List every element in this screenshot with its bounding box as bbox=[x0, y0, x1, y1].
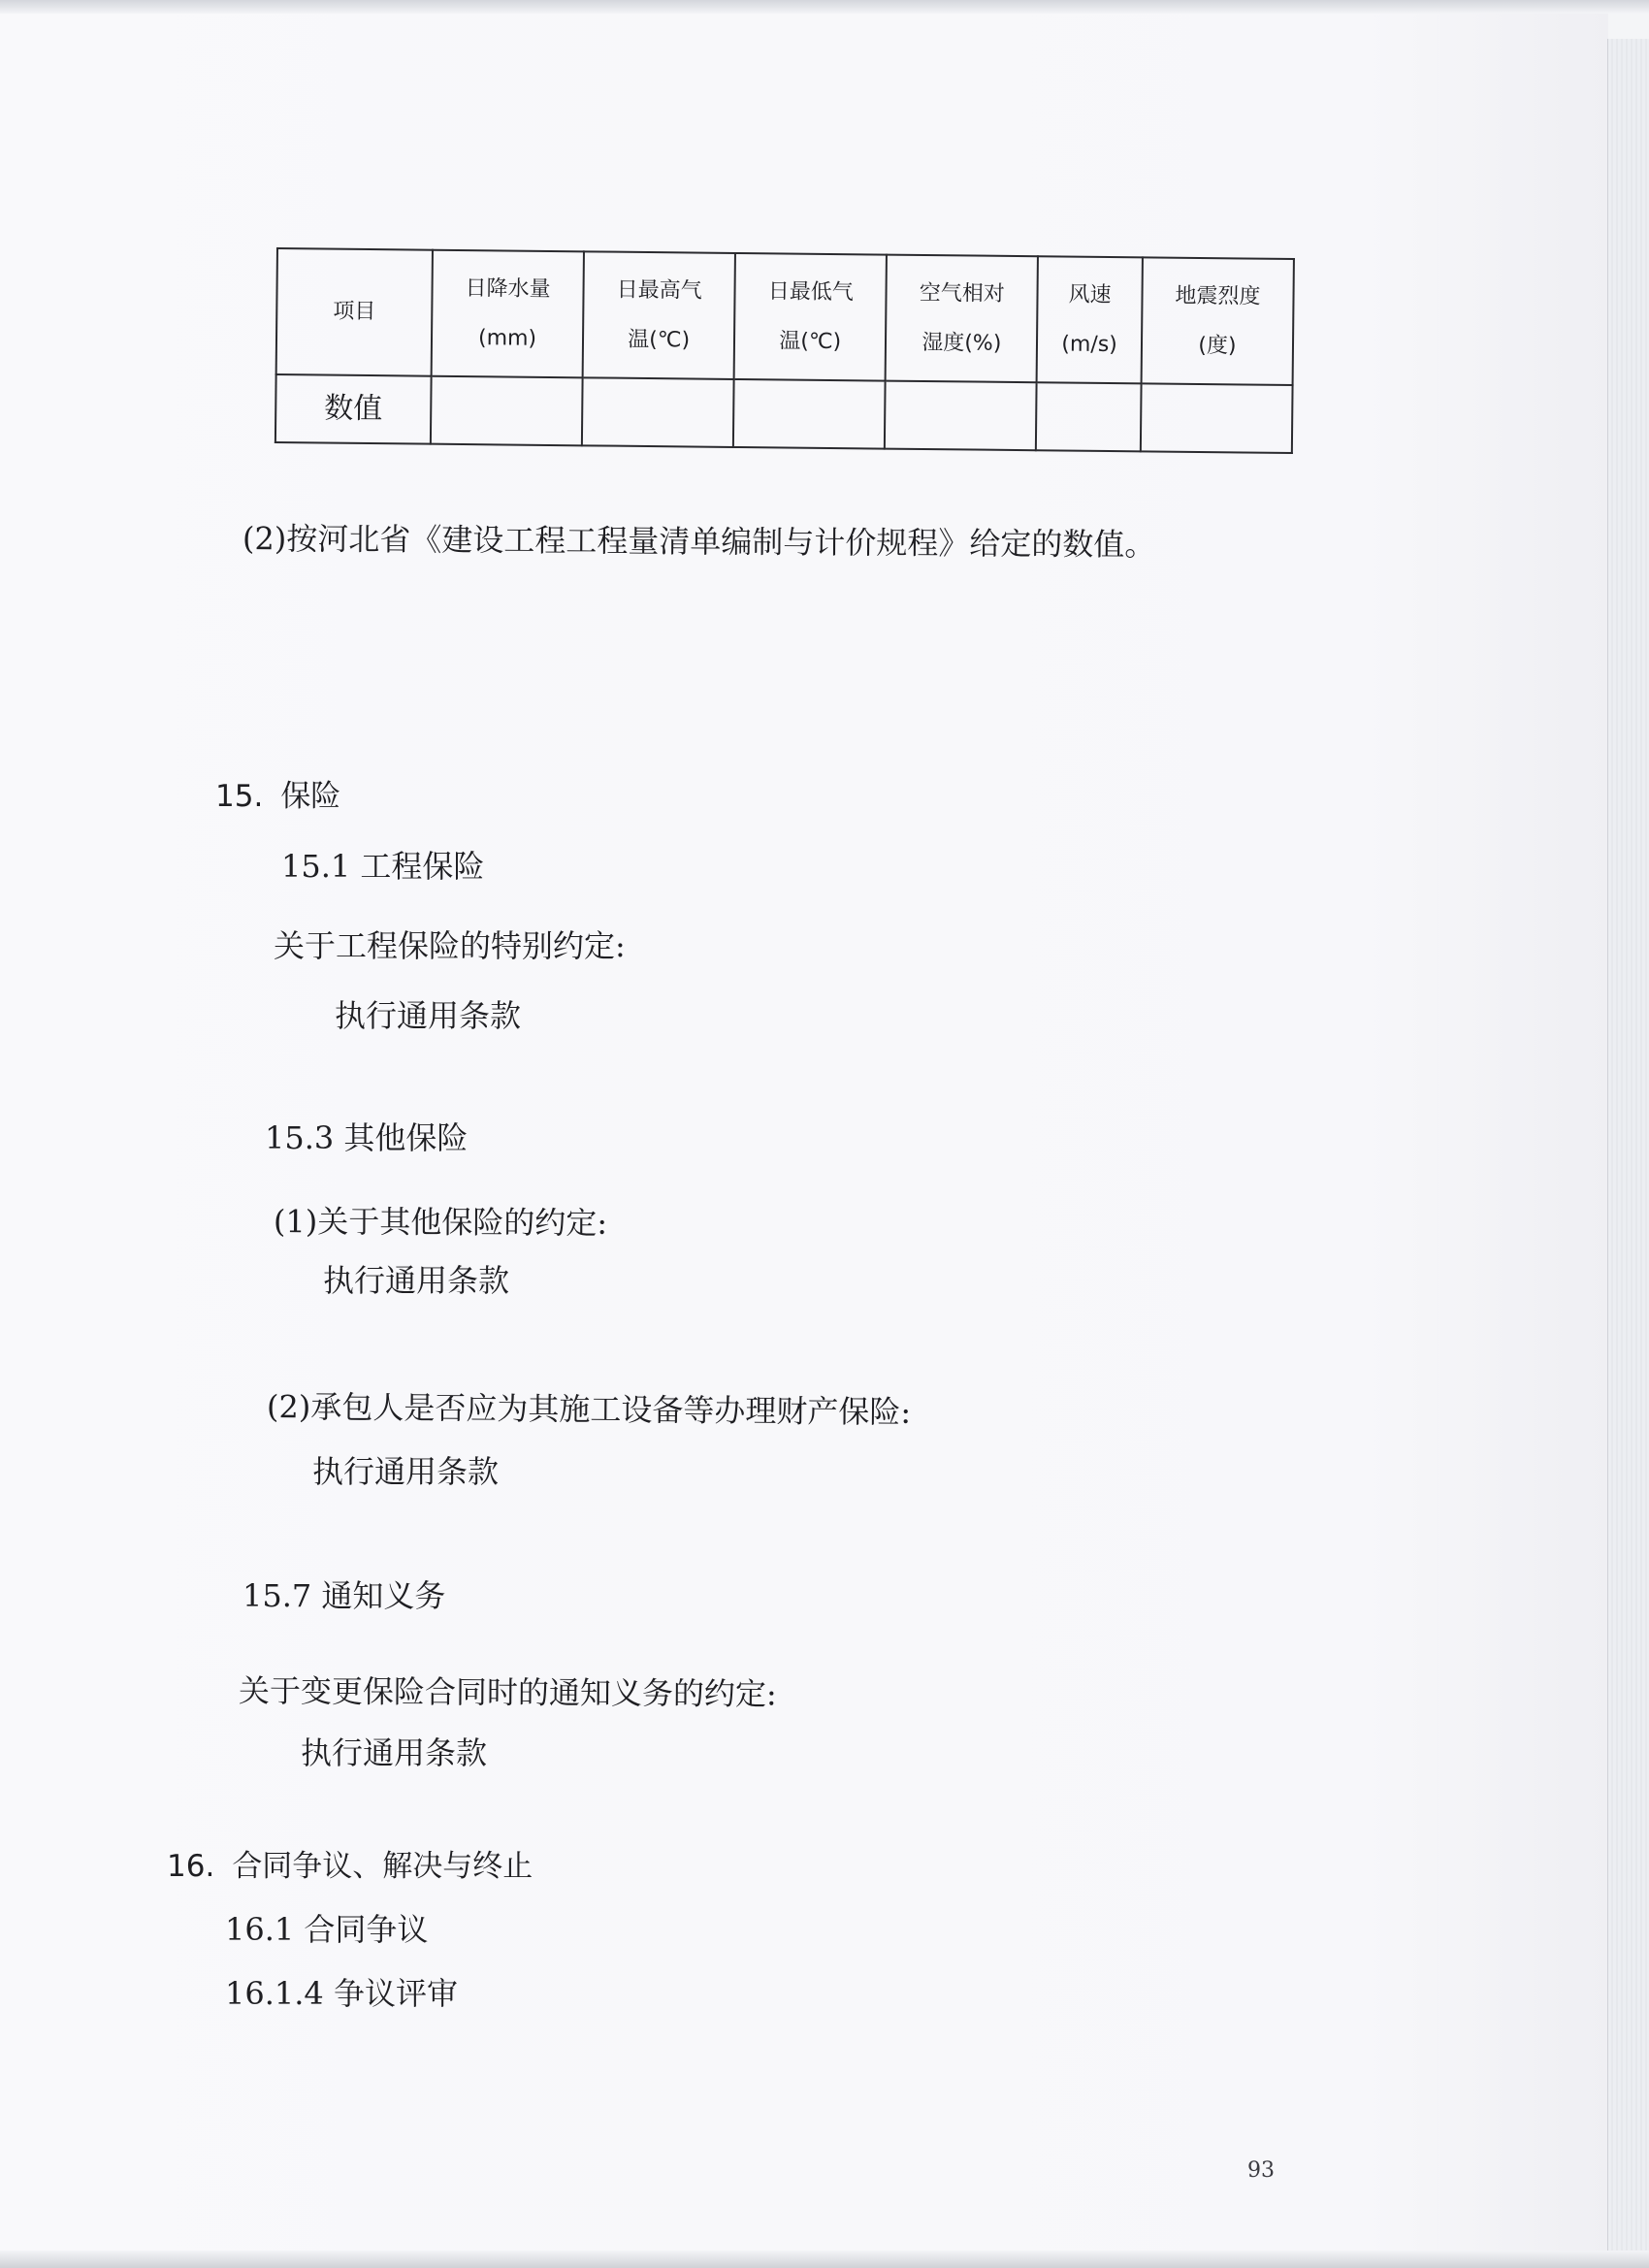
column-unit: (mm) bbox=[477, 326, 537, 351]
column-title: 地震烈度 bbox=[1175, 283, 1261, 309]
table-value-cell bbox=[1141, 383, 1293, 453]
table-header-cell bbox=[734, 253, 887, 381]
table-header-row bbox=[276, 248, 1294, 385]
subsection-15-1-heading: 15.1 工程保险 bbox=[281, 848, 485, 885]
stacked-page-edges bbox=[1607, 39, 1649, 2268]
table-value-cell bbox=[885, 381, 1037, 451]
column-unit: 温(℃) bbox=[779, 329, 842, 355]
section-title: 保险 bbox=[280, 779, 341, 814]
subsection-15-7-heading: 15.7 通知义务 bbox=[242, 1577, 446, 1614]
table-header-cell bbox=[1141, 257, 1294, 385]
scan-top-edge bbox=[0, 0, 1649, 14]
table-value-cell bbox=[582, 377, 734, 447]
column-unit: 湿度(%) bbox=[922, 330, 1002, 356]
column-unit: (m/s) bbox=[1061, 332, 1117, 358]
column-title: 日最高气 bbox=[616, 277, 702, 304]
equipment-insurance-question: (2)承包人是否应为其施工设备等办理财产保险: bbox=[266, 1388, 912, 1431]
standard-values-paragraph: (2)按河北省《建设工程工程量清单编制与计价规程》给定的数值。 bbox=[242, 520, 1156, 564]
other-insurance-answer: 执行通用条款 bbox=[323, 1262, 510, 1299]
column-title: 风速 bbox=[1068, 282, 1112, 308]
section-number: 15. bbox=[215, 779, 264, 814]
table-value-cell bbox=[431, 376, 583, 446]
column-title: 日最低气 bbox=[767, 279, 854, 306]
column-title: 日降水量 bbox=[465, 275, 551, 302]
table-header-cell bbox=[432, 250, 584, 378]
table-header-cell bbox=[583, 251, 735, 379]
notification-duty-answer: 执行通用条款 bbox=[301, 1734, 488, 1771]
subsection-16-1-4-heading: 16.1.4 争议评审 bbox=[225, 1975, 458, 2012]
notification-duty-question: 关于变更保险合同时的通知义务的约定: bbox=[238, 1672, 777, 1713]
subsection-15-3-heading: 15.3 其他保险 bbox=[265, 1119, 469, 1156]
column-unit: (度) bbox=[1198, 333, 1237, 359]
subsection-16-1-heading: 16.1 合同争议 bbox=[225, 1911, 429, 1948]
column-title: 空气相对 bbox=[919, 280, 1005, 307]
table-value-cell bbox=[733, 379, 886, 449]
table-value-cell bbox=[1036, 382, 1141, 451]
section-16-heading bbox=[167, 1841, 533, 1885]
section-15-heading bbox=[215, 771, 340, 815]
section-number: 16. bbox=[167, 1849, 215, 1884]
table-value-label: 数值 bbox=[275, 374, 432, 444]
column-unit: 温(℃) bbox=[628, 327, 691, 353]
table-value-row bbox=[275, 374, 1293, 453]
engineering-insurance-question: 关于工程保险的特别约定: bbox=[274, 927, 626, 964]
table-header-cell bbox=[1037, 256, 1143, 383]
table-header-cell bbox=[886, 255, 1038, 383]
equipment-insurance-answer: 执行通用条款 bbox=[312, 1453, 500, 1490]
section-title: 合同争议、解决与终止 bbox=[232, 1849, 534, 1884]
climate-conditions-table bbox=[275, 247, 1295, 454]
scan-bottom-edge bbox=[0, 2251, 1649, 2268]
page-number: 93 bbox=[1247, 2158, 1275, 2183]
engineering-insurance-answer: 执行通用条款 bbox=[335, 997, 522, 1034]
other-insurance-question: (1)关于其他保险的约定: bbox=[273, 1203, 608, 1242]
table-row-label: 项目 bbox=[276, 248, 433, 376]
